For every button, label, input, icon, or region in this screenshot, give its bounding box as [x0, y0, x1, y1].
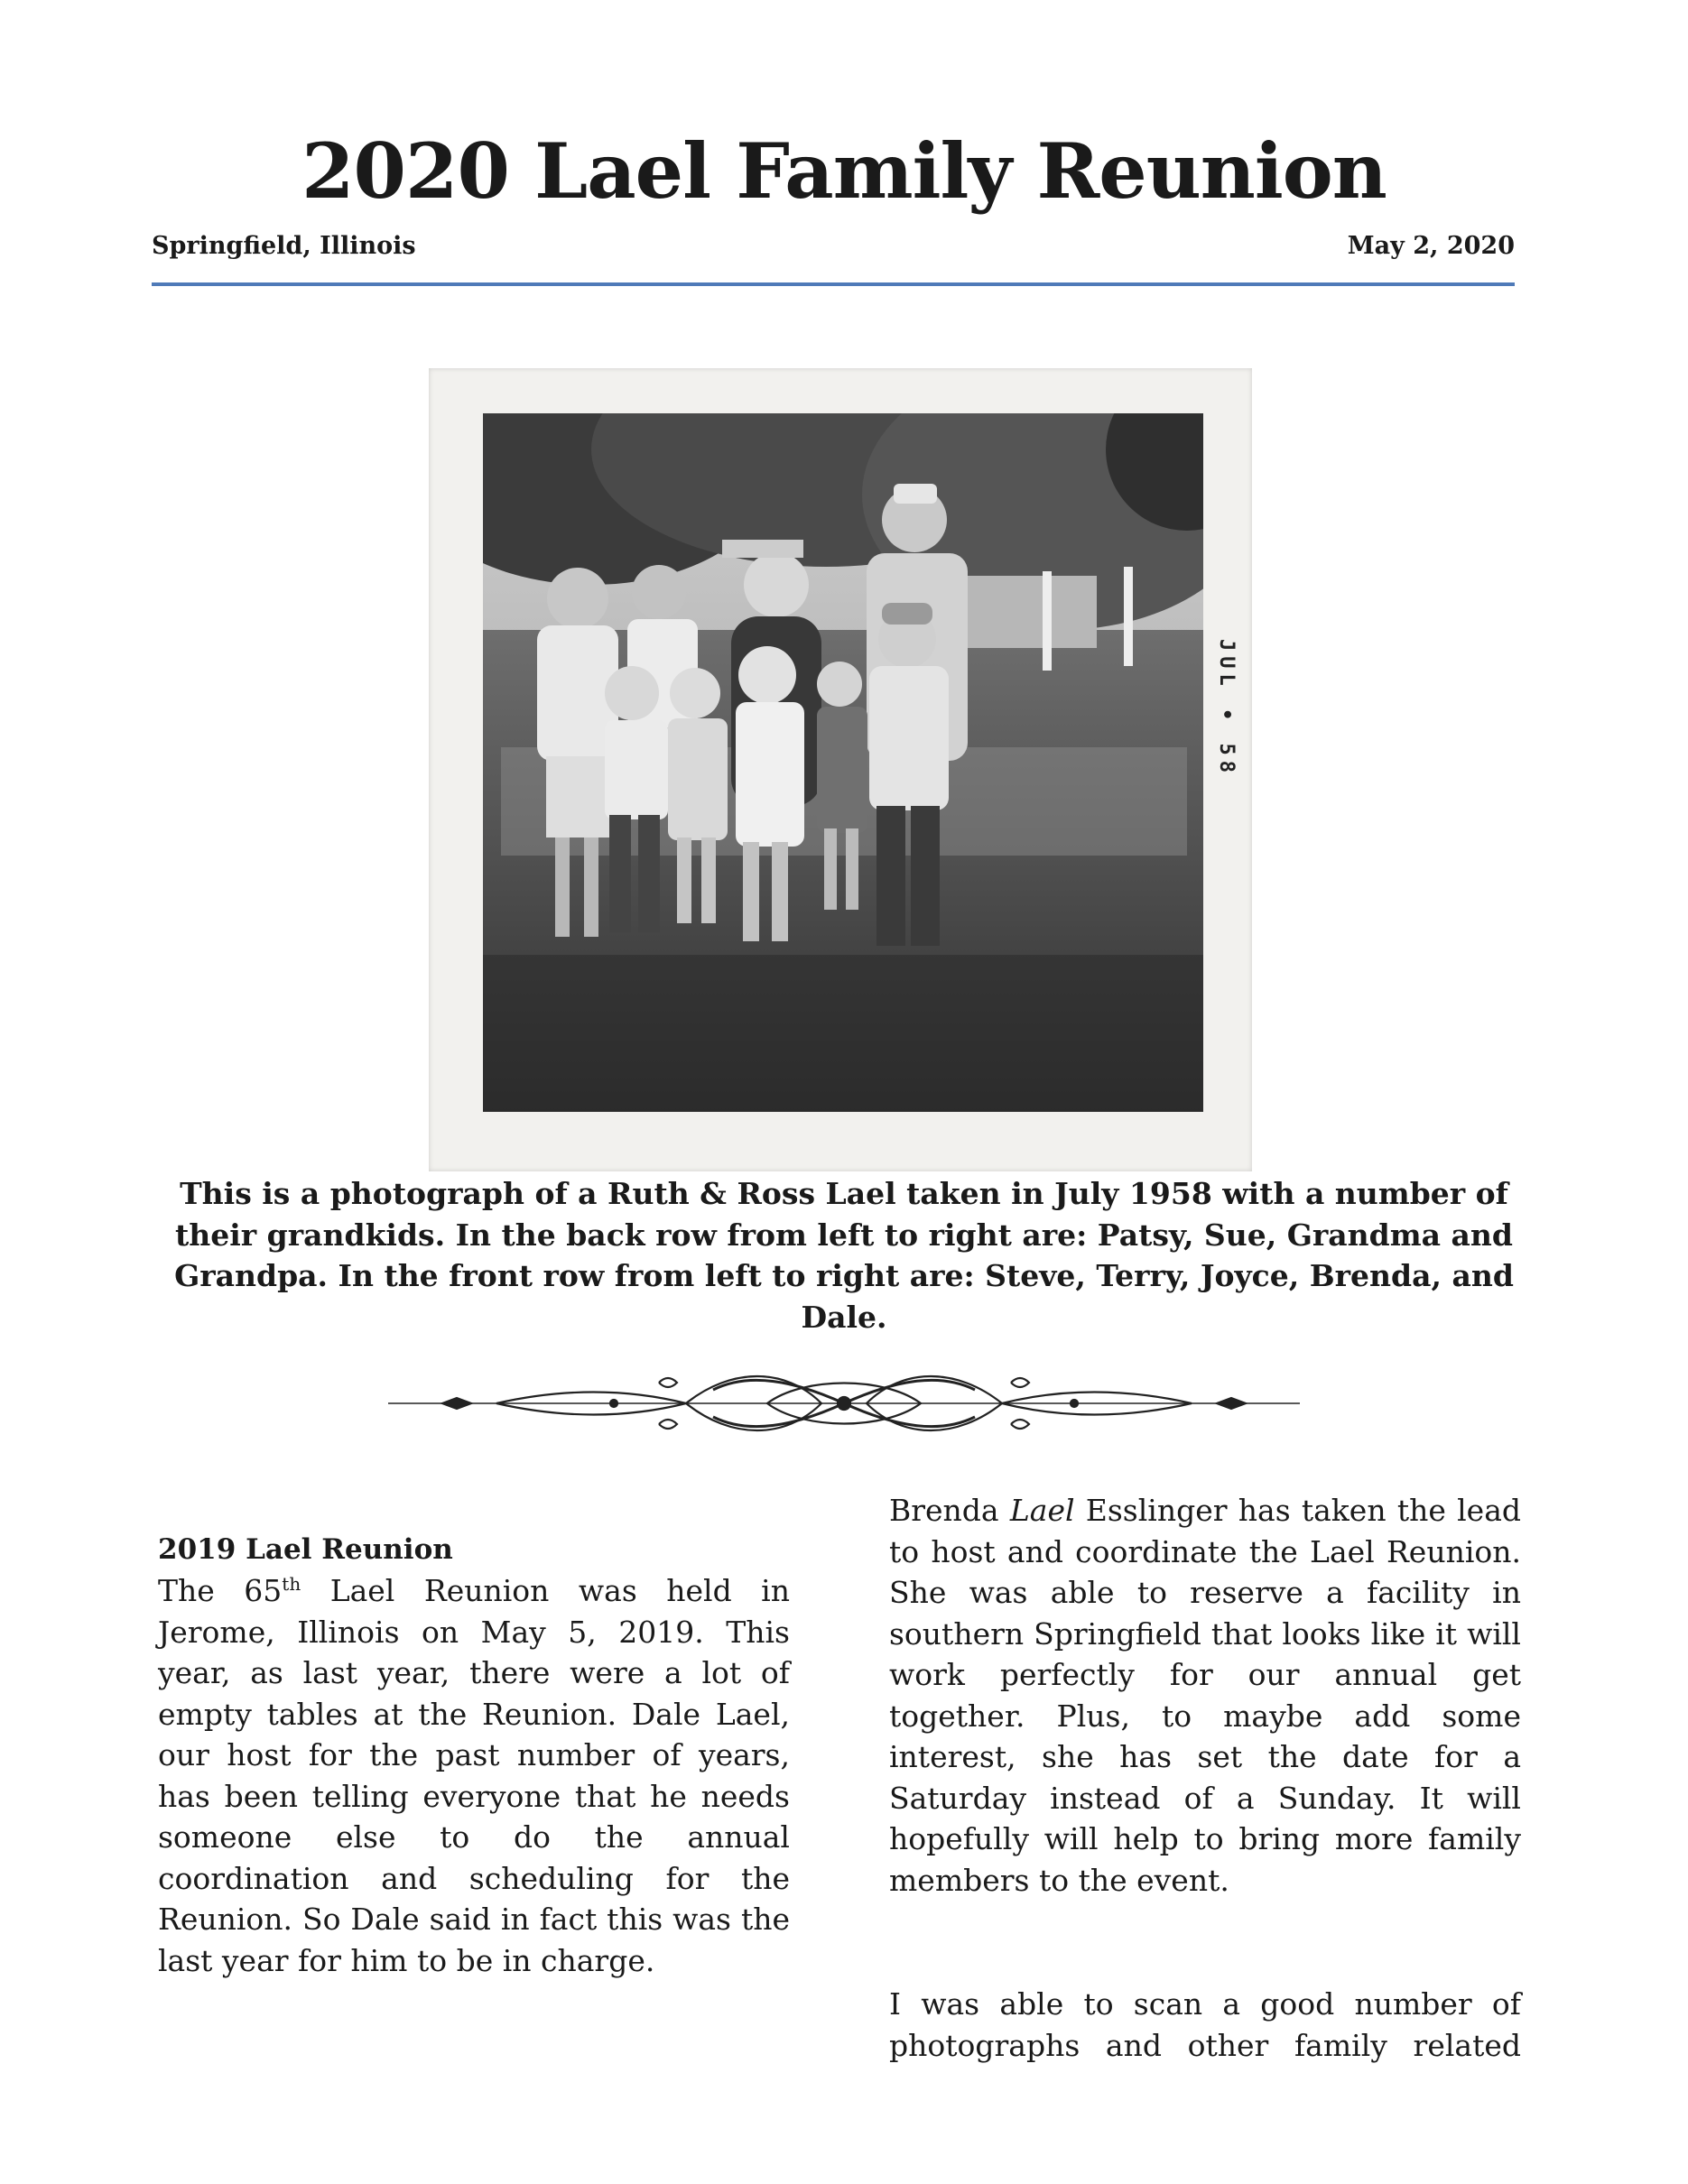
- section-heading: 2019 Lael Reunion: [158, 1533, 453, 1566]
- paragraph-text: Esslinger has taken the lead to host and coordinate the Lael Reunion. She was able to reserve a facility in southern Springfield that looks like it will work perfectly for our annual get together. Plus, to maybe add some interest, she has set the date for a Saturday instead of a Sunday. It will hopefully will help to bring more family members to the event.: [889, 1493, 1521, 1898]
- header-divider: [152, 282, 1515, 286]
- issue-date: May 2, 2020: [1347, 232, 1515, 260]
- page-title: 2020 Lael Family Reunion: [301, 126, 1387, 216]
- family-photo: [483, 413, 1203, 1112]
- flourish-divider-icon: [388, 1372, 1300, 1435]
- photo-caption: This is a photograph of a Ruth & Ross Lael taken in July 1958 with a number of their grandkids. In the back row from left to right are: Patsy, Sue, Grandma and Grandpa. In the front row from left to right are: Steve, Terry, Joyce, Brenda, and Dale.: [174, 1176, 1514, 1335]
- article-paragraph: [158, 1570, 790, 1981]
- italic-name: Lael: [1009, 1493, 1075, 1528]
- family-photo-mount: [429, 368, 1252, 1171]
- paragraph-text: The 65: [158, 1573, 283, 1608]
- article-paragraph: [889, 1490, 1521, 1901]
- article-paragraph: I was able to scan a good number of photographs and other family related: [889, 1986, 1521, 2063]
- header-meta: [152, 232, 1515, 260]
- family-photo-image: [483, 413, 1203, 1112]
- photo-date-stamp: JUL • 58: [1215, 639, 1238, 778]
- ordinal-suffix: th: [282, 1573, 301, 1595]
- article-new-host: [889, 1490, 1521, 2066]
- location-label: Springfield, Illinois: [152, 232, 416, 260]
- paragraph-text: Lael Reunion was held in Jerome, Illinois on May 5, 2019. This year, as last year, there were a lot of empty tables at the Reunion. Dale Lael, our host for the past number of years, has been telling everyone that he needs someone else to do the annual coordination and scheduling for the Reunion. So Dale said in fact this was the last year for him to be in charge.: [158, 1573, 790, 1978]
- article-2019-reunion: [158, 1530, 790, 1981]
- paragraph-gap: [889, 1901, 1521, 1984]
- paragraph-text: Brenda: [889, 1493, 1010, 1528]
